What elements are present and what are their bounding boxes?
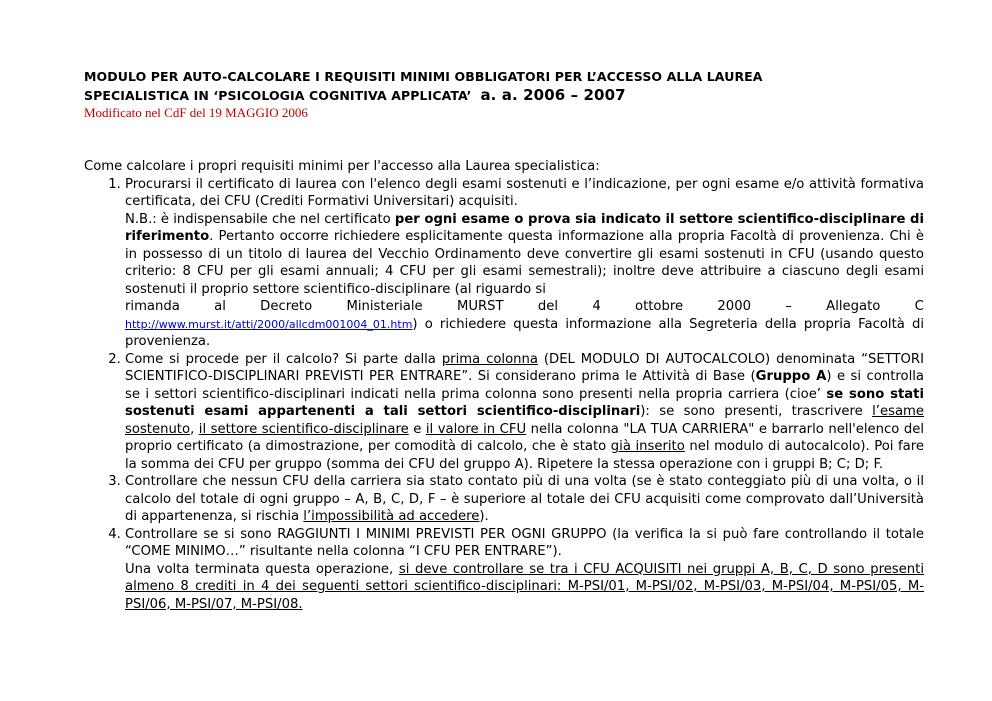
note-bold-text: per ogni esame o prova sia indicato il settore scientifico-disciplinare di riferimento xyxy=(125,211,925,244)
underlined-text: il settore scientifico-disciplinare xyxy=(198,421,409,437)
note-text-cont: . Pertanto occorre richiedere esplicitamente questa informazione alla propria Facoltà di provenienza. Chi è in possesso di un titolo di laurea del Vecchio Ordinamento deve convertire gli esami sostenuti in CFU (usando questo criterio: 8 CFU per gli esami annuali; 4 CFU per gli esami semestrali); inoltre deve attribuire a ciascuno degli esami sostenuti il proprio settore scientifico-disciplinare (al riguardo si xyxy=(125,229,924,297)
item4-paragraph: 4. Controllare se si sono RAGGIUNTI I MINIMI PREVISTI PER OGNI GRUPPO (la verifica la si può fare controllando il totale “COME MINIMO…” risultante nella colonna “I CFU PER ENTRARE”). xyxy=(125,526,924,559)
word: Decreto xyxy=(260,299,313,314)
murst-link[interactable]: http://www.murst.it/atti/2000/allcdm001004_01.htm xyxy=(125,317,413,331)
text: Una volta terminata questa operazione, xyxy=(125,561,399,577)
item1-paragraph: 1. Procurarsi il certificato di laurea con l'elenco degli esami sostenuti e l’indicazione, per ogni esame e/o attività formativa certificata, dei CFU (Crediti Formativi Universitari) acquisiti. xyxy=(125,176,924,209)
list-item xyxy=(125,176,924,351)
bold-text: se sono stati sostenuti esami appartenenti a tali settori scientifico-disciplinari xyxy=(125,386,924,419)
item1-link-line xyxy=(125,316,924,351)
underlined-text: prima colonna xyxy=(441,351,538,367)
text: , xyxy=(190,421,199,437)
text: Controllare che nessun CFU della carriera sia stato contato più di una volta (se è stato conteggiato più di una volta, o il calcolo del totale di ogni gruppo – A, B, C, D, F – è superiore al totale dei CFU acquisiti come comprovato dall’Università di appartenenza, si rischia xyxy=(125,474,924,524)
instructions-list xyxy=(84,176,924,614)
text: nella colonna "LA TUA CARRIERA" e barrarlo nell'elenco del proprio certificato (a dimostrazione, per comodità di calcolo, che è stato xyxy=(125,421,925,454)
word: ottobre xyxy=(635,299,684,314)
title-line-2-text: SPECIALISTICA IN ‘PSICOLOGIA COGNITIVA APPLICATA’ xyxy=(84,88,472,103)
text: Come si procede per il calcolo? Si parte dalla xyxy=(125,351,442,367)
academic-year: a. a. 2006 – 2007 xyxy=(480,86,626,104)
word: del xyxy=(537,299,559,314)
word: MURST xyxy=(456,299,504,314)
word: 2000 xyxy=(717,299,751,314)
bold-text: Gruppo A xyxy=(755,369,827,384)
item4-note xyxy=(125,561,924,614)
item1-note xyxy=(125,211,924,299)
text: ): se sono presenti, trascrivere xyxy=(640,404,873,419)
modified-note: Modificato nel CdF del 19 MAGGIO 2006 xyxy=(84,105,308,120)
underlined-text: l’impossibilità ad accedere xyxy=(303,509,480,524)
underlined-text: si deve controllare se tra i CFU ACQUISITI nei gruppi A, B, C, D sono presenti almeno 8 crediti in 4 dei seguenti settori scientifico-disciplinari: M-PSI/01, M-PSI/02, M-PSI/03, M-PSI/04, M-PSI/05, M-PSI/06, M-PSI/07, M-PSI/08. xyxy=(125,561,924,612)
word: Allegato xyxy=(826,299,881,314)
underlined-text: già inserito xyxy=(610,439,685,454)
document-page xyxy=(84,68,924,613)
text: ). xyxy=(479,509,489,524)
list-item xyxy=(125,351,924,474)
word: al xyxy=(214,299,226,314)
word: C xyxy=(914,299,924,314)
title-line-2 xyxy=(84,86,924,105)
word: rimanda xyxy=(125,299,180,314)
text: ) e si controlla se i settori scientifico-disciplinari indicati nella prima colonna sono presenti nella propria carriera (cioe’ xyxy=(125,369,924,402)
text: nel modulo di autocalcolo). Poi fare la somma dei CFU per gruppo (somma dei CFU del gruppo A). Ripetere la stessa operazione con i gruppi B; C; D; F. xyxy=(125,439,924,472)
underlined-text: l’esame sostenuto xyxy=(125,404,924,437)
intro-text: Come calcolare i propri requisiti minimi per l'accesso alla Laurea specialistica: xyxy=(84,159,600,174)
word: Ministeriale xyxy=(346,299,423,314)
word: 4 xyxy=(592,299,601,314)
word: – xyxy=(785,299,792,314)
list-item xyxy=(125,473,924,526)
document-title xyxy=(84,68,924,105)
title-line-1: MODULO PER AUTO-CALCOLARE I REQUISITI MINIMI OBBLIGATORI PER L’ACCESSO ALLA LAUREA xyxy=(84,69,763,84)
item1-spread-line xyxy=(125,298,924,316)
underlined-text: il valore in CFU xyxy=(425,421,527,437)
note-text: N.B.: è indispensabile che nel certificato xyxy=(125,211,395,227)
text: (DEL MODULO DI AUTOCALCOLO) denominata “SETTORI SCIENTIFICO-DISCIPLINARI PREVISTI PER ENTRARE”. Si considerano prima le Attività di Base ( xyxy=(125,351,924,384)
list-item xyxy=(125,526,924,614)
after-link-text: ) o richiedere questa informazione alla Segreteria della propria Facoltà di provenienza. xyxy=(125,316,924,349)
text: e xyxy=(408,421,426,437)
